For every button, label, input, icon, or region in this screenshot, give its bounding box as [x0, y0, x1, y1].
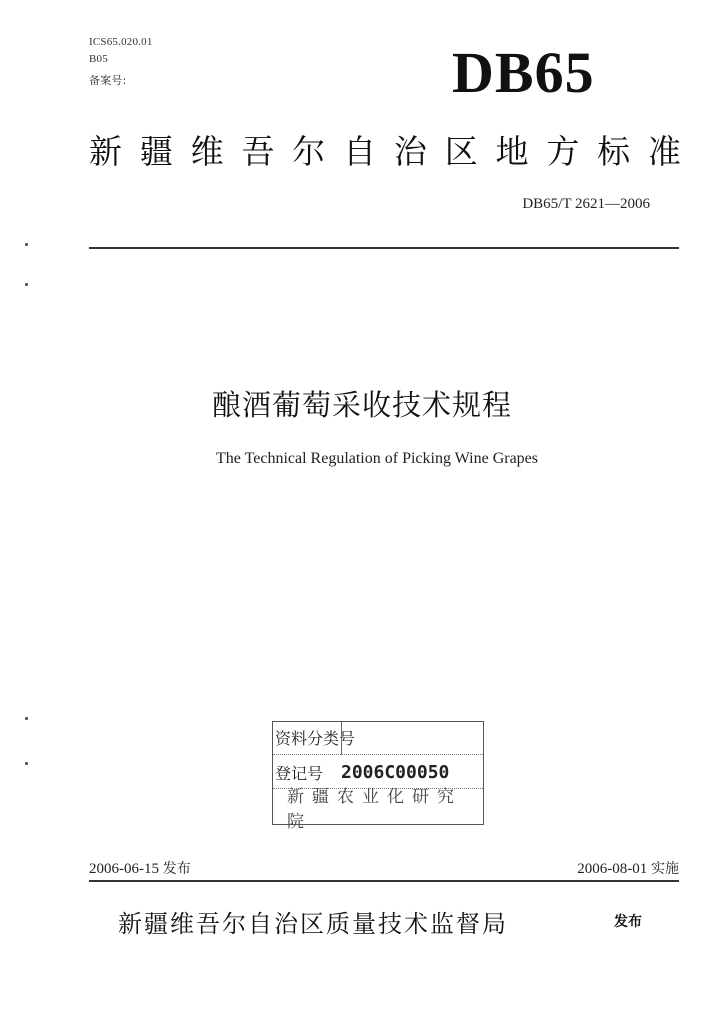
bottom-divider	[89, 880, 679, 882]
stamp-register-value: 2006C00050	[341, 761, 450, 783]
issue-date-label: 发布	[162, 861, 191, 877]
standard-type-heading	[89, 132, 681, 172]
stamp-category-label: 资料分类号	[273, 722, 342, 755]
heading-char: 标	[597, 132, 631, 171]
heading-char: 方	[546, 132, 580, 171]
stamp-institute-row	[273, 786, 483, 832]
issue-date-value: 2006-06-15	[89, 861, 159, 877]
issuing-authority: 新疆维吾尔自治区质量技术监督局	[118, 910, 508, 938]
issue-date	[89, 858, 191, 878]
scan-artifact	[25, 717, 28, 720]
stamp-category-row	[273, 722, 483, 755]
issuing-authority-suffix: 发布	[614, 914, 642, 930]
scan-artifact	[25, 762, 28, 765]
document-title-english: The Technical Regulation of Picking Wine Grapes	[216, 450, 538, 467]
heading-char: 新	[89, 132, 122, 171]
filing-number-label: 备案号:	[89, 74, 127, 87]
stamp-register-label: 登记号	[275, 763, 324, 783]
implementation-date	[577, 858, 679, 878]
heading-char: 准	[647, 132, 681, 171]
heading-char: 自	[343, 132, 377, 171]
heading-char: 地	[495, 132, 529, 171]
document-title-chinese: 酿酒葡萄采收技术规程	[211, 388, 512, 422]
implementation-date-value: 2006-08-01	[577, 861, 648, 877]
scan-artifact	[25, 283, 28, 286]
heading-char: 尔	[292, 132, 326, 171]
ccs-code: B05	[89, 53, 108, 65]
heading-char: 区	[444, 132, 478, 171]
scan-artifact	[25, 243, 28, 246]
archive-stamp	[272, 721, 484, 832]
heading-char: 疆	[139, 132, 173, 171]
standard-number: DB65/T 2621—2006	[522, 196, 650, 212]
standard-logo: DB65	[452, 40, 595, 105]
implementation-date-label: 实施	[651, 861, 679, 877]
heading-char: 治	[393, 132, 427, 171]
stamp-institute: 新疆农业化研究院	[287, 786, 462, 832]
heading-char: 维	[190, 132, 224, 171]
ics-code: ICS65.020.01	[89, 36, 153, 48]
heading-char: 吾	[241, 132, 275, 171]
top-divider	[89, 247, 679, 249]
